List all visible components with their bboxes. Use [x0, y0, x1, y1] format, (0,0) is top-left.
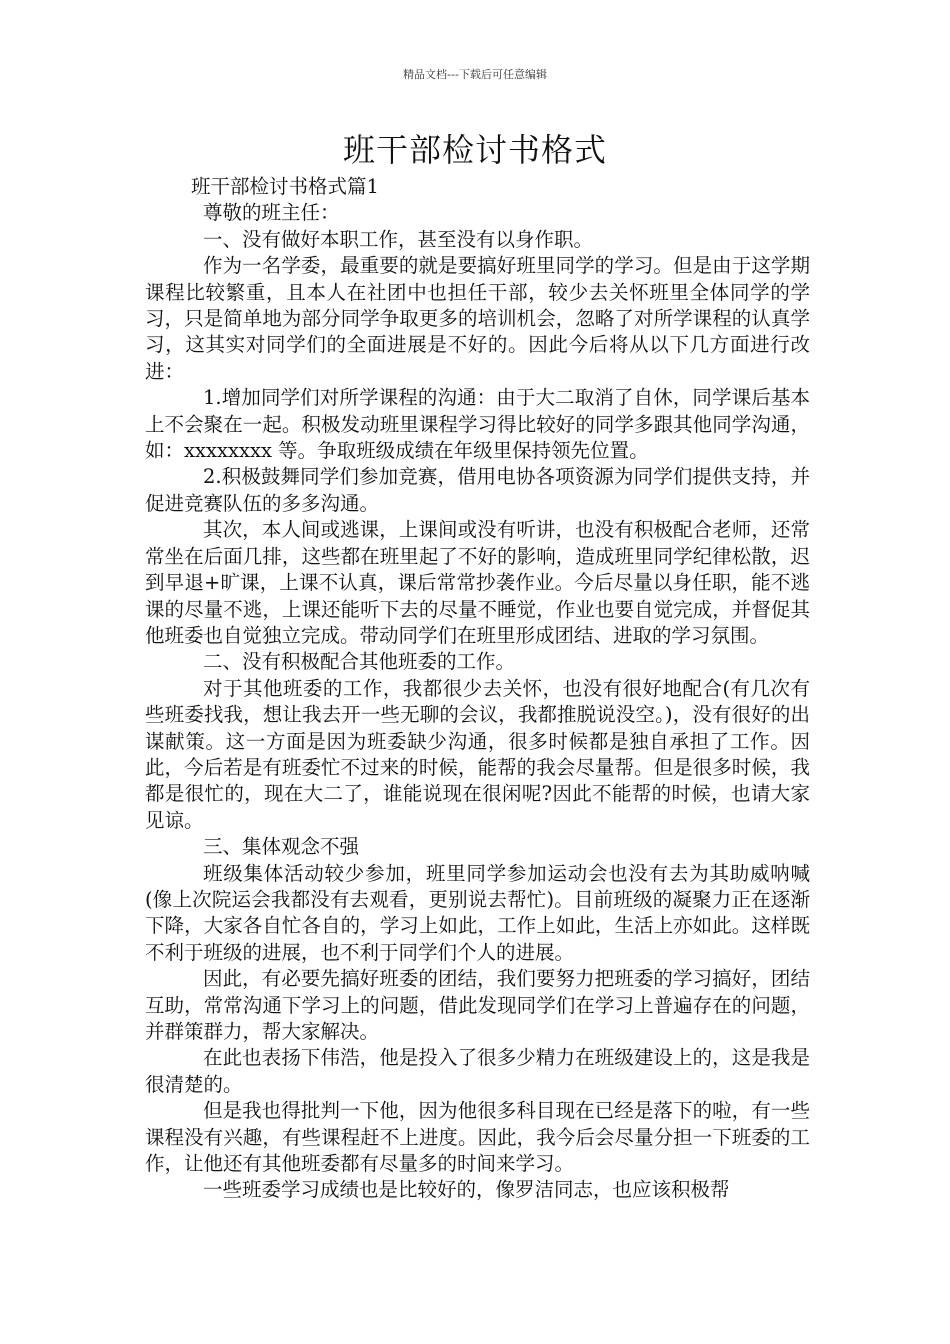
document-title: 班干部检讨书格式: [342, 131, 607, 169]
paragraph-heading-3: 三、集体观念不强: [203, 835, 360, 859]
paragraph: 班级集体活动较少参加，班里同学参加运动会也没有去为其助威呐喊(像上次院运会我都没有去观看，更别说去帮忙)。目前班级的凝聚力正在逐渐下降，大家各自忙各自的，学习上如此，工作上如此，生活上亦如此。这样既不利于班级的进展，也不利于同学们个人的进展。: [145, 861, 810, 964]
salutation: 尊敬的班主任：: [203, 201, 340, 225]
paragraph: 对于其他班委的工作，我都很少去关怀，也没有很好地配合(有几次有些班委找我，想让我去开一些无聊的会议，我都推脱说没空。)，没有很好的出谋献策。这一方面是因为班委缺少沟通，很多时候都是独自承担了工作。因此，今后若是有班委忙不过来的时候，能帮的我会尽量帮。但是很多时候，我都是很忙的，现在大二了，谁能说现在很闲呢?因此不能帮的时候，也请大家见谅。: [145, 676, 810, 832]
paragraph: 因此，有必要先搞好班委的团结，我们要努力把班委的学习搞好，团结互助，常常沟通下学习上的问题，借此发现同学们在学习上普遍存在的问题，并群策群力，帮大家解决。: [145, 967, 810, 1043]
paragraph-item-2: 2.积极鼓舞同学们参加竞赛，借用电协各项资源为同学们提供支持，并促进竞赛队伍的多多沟通。: [145, 465, 810, 515]
paragraph-item-1: 1.增加同学们对所学课程的沟通：由于大二取消了自休，同学课后基本上不会聚在一起。积极发动班里课程学习得比较好的同学多跟其他同学沟通，如：xxxxxxxx 等。争取班级成绩在年级里保持领先位置。: [145, 386, 810, 463]
paragraph: 但是我也得批判一下他，因为他很多科目现在已经是落下的啦，有一些课程没有兴趣，有些课程赶不上进度。因此，我今后会尽量分担一下班委的工作，让他还有其他班委都有尽量多的时间来学习。: [145, 1099, 810, 1176]
paragraph: 在此也表扬下伟浩，他是投入了很多少精力在班级建设上的，这是我是很清楚的。: [145, 1046, 810, 1096]
document-body: [145, 174, 810, 1204]
page-header: 精品文档---下载后可任意编辑: [403, 68, 547, 81]
paragraph: 作为一名学委，最重要的就是要搞好班里同学的学习。但是由于这学期课程比较繁重，且本人在社团中也担任干部，较少去关怀班里全体同学的学习，只是简单地为部分同学争取更多的培训机会，忽略了对所学课程的认真学习，这其实对同学们的全面进展是不好的。因此今后将从以下几方面进行改进：: [145, 254, 810, 383]
paragraph: 一些班委学习成绩也是比较好的，像罗洁同志，也应该积极帮: [203, 1178, 730, 1202]
paragraph-heading-2: 二、没有积极配合其他班委的工作。: [203, 650, 516, 674]
paragraph: 其次，本人间或逃课，上课间或没有听讲，也没有积极配合老师，还常常坐在后面几排，这些都在班里起了不好的影响，造成班里同学纪律松散，迟到早退+旷课，上课不认真，课后常常抄袭作业。今后尽量以身任职，能不逃课的尽量不逃，上课还能听下去的尽量不睡觉，作业也要自觉完成，并督促其他班委也自觉独立完成。带动同学们在班里形成团结、进取的学习氛围。: [145, 518, 810, 647]
paragraph-heading-1: 一、没有做好本职工作，甚至没有以身作职。: [203, 227, 594, 251]
section-subtitle: 班干部检讨书格式篇1: [191, 175, 379, 198]
